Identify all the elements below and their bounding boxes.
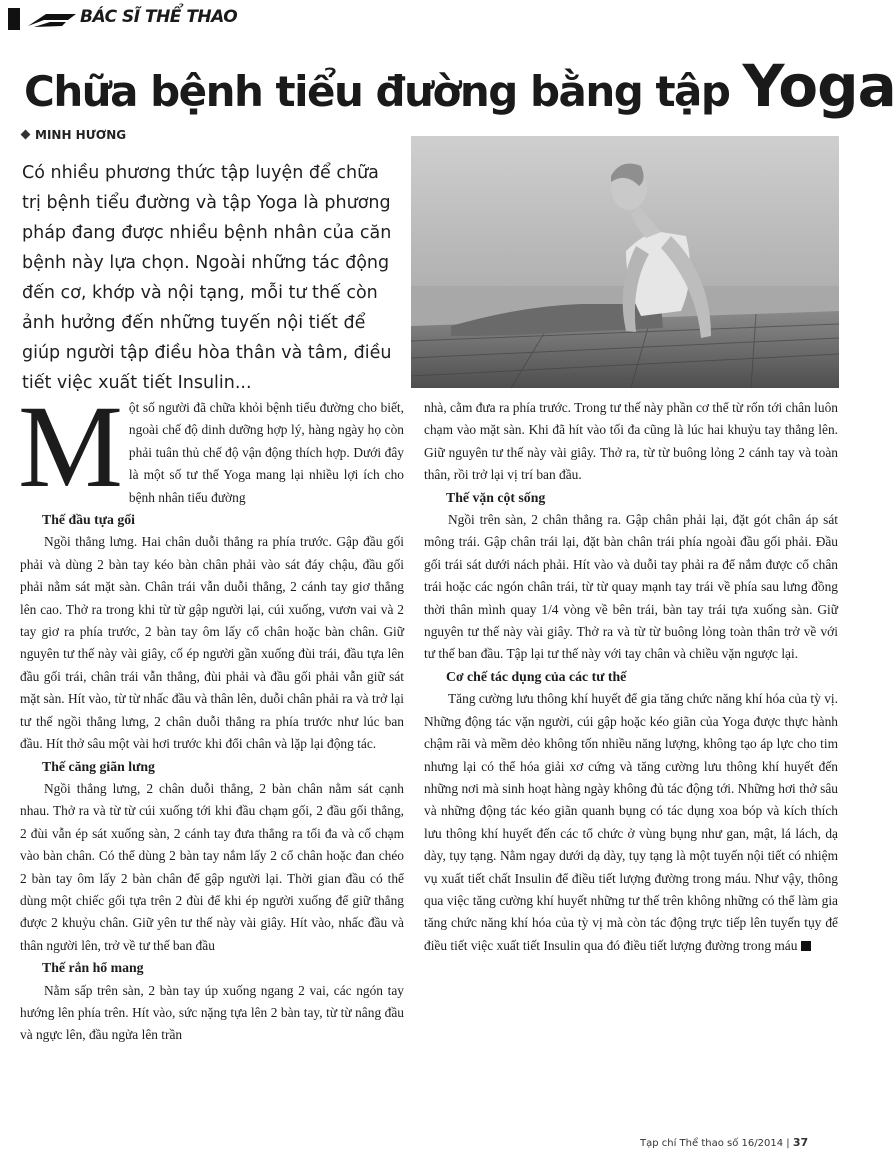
article-title (24, 52, 896, 120)
publication-name: Tạp chí Thể thao số 16/2014 (640, 1138, 784, 1149)
author-byline (22, 128, 126, 142)
author-name: MINH HƯƠNG (35, 128, 127, 142)
section-body: Ngồi thẳng lưng, 2 chân duỗi thẳng, 2 bàn chân nằm sát cạnh nhau. Thở ra và từ từ cúi xuống tới khi đầu chạm gối, 2 đầu gối thẳng, 2 đùi vẫn ép sát xuống sàn, 2 cánh tay đưa thẳng ra tối đa và cố chạm vào bàn chân. Có thể dùng 2 bàn tay nắm lấy 2 cổ chân hoặc đan chéo 2 bàn tay ôm lấy 2 bàn chân để gập người lại. Thời gian đầu có thể dùng một chiếc gối tựa trên 2 đùi để khi ép người xuống để giữ thẳng được 2 khuỷu chân. Giữ yên tư thế này vài giây. Hít vào, nhấc đầu và thân người lên, trở về tư thế ban đầu (20, 780, 404, 953)
section-body: Ngồi thẳng lưng. Hai chân duỗi thẳng ra phía trước. Gập đầu gối phải và dùng 2 bàn tay kéo bàn chân phải vào sát đáy chậu, đầu gối phải nằm sát mặt sàn. Chân trái vẫn duỗi thẳng, 2 cánh tay giơ thẳng lên cao. Thở ra trong khi từ từ gập người lại, cúi xuống, vươn vai và 2 tay giơ ra phía trước, 2 bàn tay ôm lấy cổ chân hoặc bàn chân. Giữ nguyên tư thế này vài giây, cố ép người gần xuống đùi trái, đầu tựa lên đầu gối trái, chân trái vẫn thẳng, đùi phải và đầu gối phải vẫn giữ sát mặt sàn. Hít vào, từ từ nhấc đầu và thân lên, duỗi chân phải ra và trở lại tư thế ngồi thẳng lưng, 2 chân duỗi thẳng ra phía trước như lúc ban đầu. Hít thở sâu một vài hơi trước khi đổi chân và lặp lại động tác. (20, 534, 404, 752)
swoosh-logo-icon (28, 12, 76, 28)
section-label: BÁC SĨ THỂ THAO (80, 7, 238, 27)
end-of-article-icon (801, 941, 811, 951)
section-heading: Thế đầu tựa gối (42, 512, 135, 528)
section-body-continuation: nhà, cằm đưa ra phía trước. Trong tư thế này phần cơ thể từ rốn tới chân luôn chạm vào mặt sàn. Khi đã hít vào tối đa cũng là lúc hai khuỷu tay thẳng lên. Giữ nguyên tư thế này vài giây. Thở ra, từ từ buông lỏng 2 cánh tay và toàn thân, rồi trở lại vị trí ban đầu. (424, 400, 838, 483)
section-heading: Cơ chế tác dụng của các tư thế (446, 668, 627, 684)
title-emphasis: Yoga (742, 52, 896, 120)
section-body: Ngồi trên sàn, 2 chân thẳng ra. Gập chân phải lại, đặt gót chân áp sát mông trái. Gập chân trái lại, đặt bàn chân trái phía ngoài đầu gối phải. Đầu gối trái sát dưới nách phải. Hít vào và duỗi tay phải ra để nắm được cổ chân trái hoặc các ngón chân trái, từ từ quay mạnh tay trái về phía sau lưng đồng thời thân mình quay 1/4 vòng về bên trái, bàn tay trái tựa xuống sàn. Giữ nguyên tư thế này vài giây. Thở ra và từ từ buông lỏng toàn thân trở về với tư thế ban đầu. Tập lại tư thế này với tay chân và chiều vặn ngược lại. (424, 512, 838, 662)
drop-cap: M (18, 381, 123, 512)
diamond-bullet-icon (21, 130, 31, 140)
section-marker (8, 8, 20, 30)
intro-paragraph (18, 381, 404, 512)
section-heading: Thế rắn hổ mang (42, 960, 144, 976)
article-column-left (18, 381, 404, 1047)
title-main: Chữa bệnh tiểu đường bằng tập (24, 67, 743, 116)
section-body: Nằm sấp trên sàn, 2 bàn tay úp xuống ngang 2 vai, các ngón tay hướng lên phía trên. Hít vào, sức nặng tựa lên 2 bàn tay, từ từ nâng đầu và ngực lên, đầu ngửa lên trần (20, 982, 404, 1043)
lead-paragraph: Có nhiều phương thức tập luyện để chữa trị bệnh tiểu đường và tập Yoga là phương pháp đang được nhiều bệnh nhân của căn bệnh này lựa chọn. Ngoài những tác động đến cơ, khớp và nội tạng, mỗi tư thế còn ảnh hưởng đến những tuyến nội tiết để giúp người tập điều hòa thân và tâm, điều tiết việc xuất tiết Insulin... (22, 163, 392, 393)
page-number: 37 (792, 1136, 809, 1149)
final-body-text: Tăng cường lưu thông khí huyết để gia tăng chức năng khí hóa của tỳ vị. Những động tác vặn người, cúi gập hoặc kéo giãn của Yoga được thực hành chậm rãi và mềm dẻo không tốn nhiều năng lượng, không tạo áp lực cho tim nhưng lại có thể hóa giải xơ cứng và tăng cường lưu thông khí huyết đến những nơi mà sinh hoạt hàng ngày không đủ tác động tới. Những hơi thở sâu và những động tác kéo giãn quanh bụng có tác dụng xoa bóp và kích thích lưu thông khí huyết đến các tổ chức ở vùng bụng như gan, mật, lá lách, dạ dày, tụy tạng. Nằm ngay dưới dạ dày, tụy tạng là một tuyến nội tiết có nhiệm vụ xuất tiết chất Insulin để điều tiết lượng đường trong máu. Như vậy, thông qua việc tăng cường khí huyết những tư thế trên không những có thể làm gia tăng chức năng khí hóa của tỳ vị mà còn tác động trực tiếp lên tuyến tụy để điều tiết việc xuất tiết Insulin qua đó điều tiết lượng đường trong máu (424, 691, 838, 953)
section-body-final (424, 688, 838, 957)
page-footer (640, 1136, 808, 1149)
footer-separator: | (786, 1138, 790, 1149)
article-column-right (424, 397, 838, 957)
intro-text: ột số người đã chữa khỏi bệnh tiểu đường cho biết, ngoài chế độ dinh dưỡng hợp lý, hàng ngày họ còn phải tuân thủ chế độ vận động thích hợp. Dưới đây là một số tư thế Yoga mang lại nhiều lợi ích cho bệnh nhân tiểu đường (128, 400, 404, 505)
section-heading: Thế căng giãn lưng (42, 758, 155, 774)
yoga-cobra-pose-photo (411, 136, 839, 388)
section-heading: Thế vặn cột sống (446, 489, 546, 505)
